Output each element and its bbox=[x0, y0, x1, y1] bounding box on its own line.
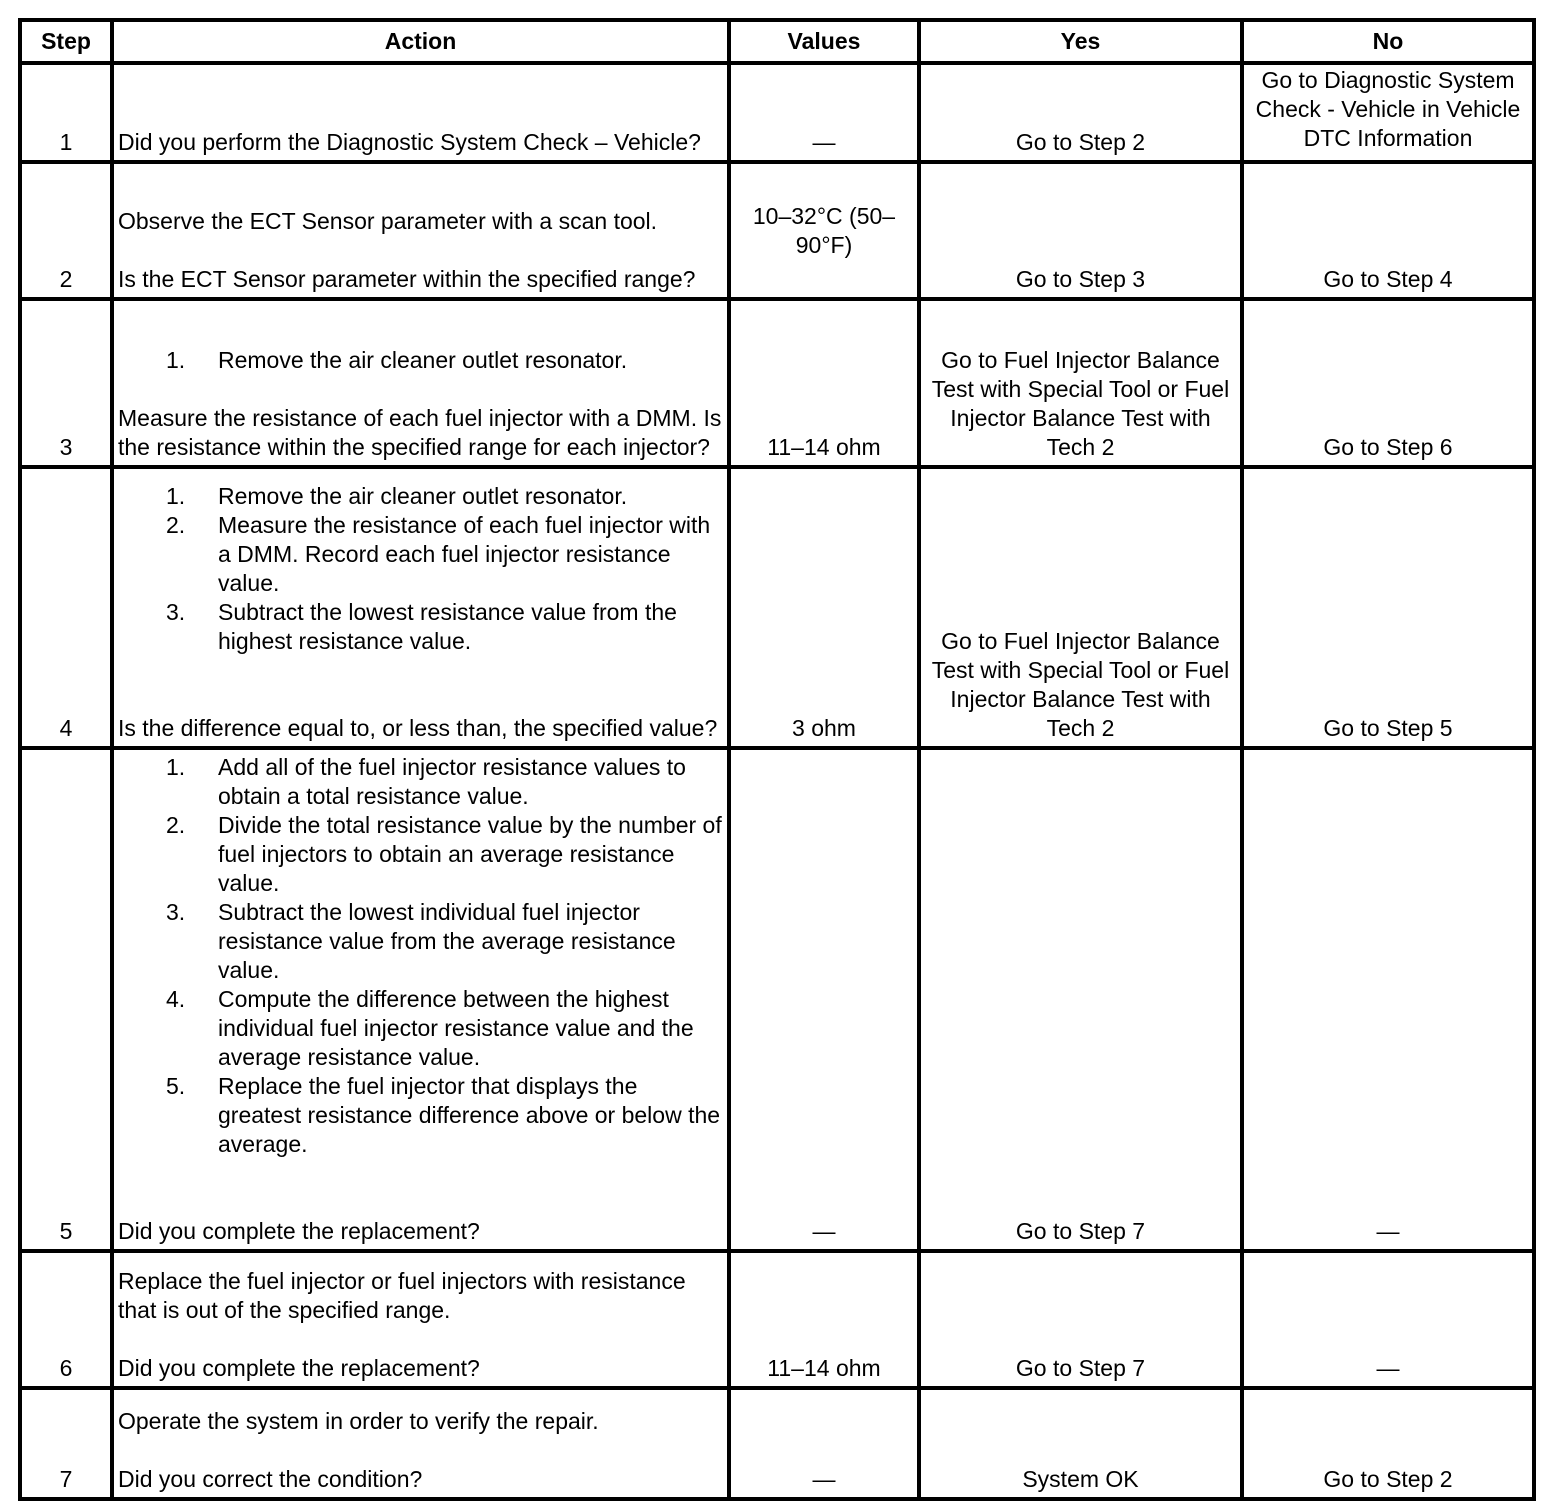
action-steps-list bbox=[118, 753, 723, 1159]
value-cell: 11–14 ohm bbox=[729, 299, 919, 467]
header-step: Step bbox=[20, 20, 112, 63]
table-row bbox=[20, 299, 1534, 467]
list-item-number: 1. bbox=[166, 347, 186, 373]
value-cell: 10–32°C (50–90°F) bbox=[729, 162, 919, 299]
yes-cell: System OK bbox=[919, 1388, 1242, 1499]
no-cell: Go to Step 4 bbox=[1242, 162, 1534, 299]
yes-cell: Go to Fuel Injector Balance Test with Special Tool or Fuel Injector Balance Test with Tech 2 bbox=[919, 467, 1242, 748]
header-values: Values bbox=[729, 20, 919, 63]
list-item bbox=[118, 482, 723, 511]
action-question: Is the ECT Sensor parameter within the specified range? bbox=[118, 266, 696, 292]
list-item-text: Replace the fuel injector that displays the greatest resistance difference above or below the average. bbox=[218, 1073, 721, 1157]
spacer bbox=[118, 375, 723, 404]
value-cell: — bbox=[729, 63, 919, 162]
list-item-number: 3. bbox=[166, 899, 186, 925]
yes-cell: Go to Step 2 bbox=[919, 63, 1242, 162]
list-item-text: Subtract the lowest individual fuel injector resistance value from the average resistance value. bbox=[218, 899, 676, 983]
action-text: Did you perform the Diagnostic System Check – Vehicle? bbox=[118, 129, 701, 155]
no-cell: Go to Step 6 bbox=[1242, 299, 1534, 467]
action-steps-list bbox=[118, 482, 723, 656]
list-item-number: 1. bbox=[166, 483, 186, 509]
value-cell: 11–14 ohm bbox=[729, 1251, 919, 1388]
spacer bbox=[118, 1436, 723, 1465]
step-number: 7 bbox=[20, 1388, 112, 1499]
action-text: Replace the fuel injector or fuel injectors with resistance that is out of the specified range. bbox=[118, 1268, 686, 1323]
action-cell bbox=[112, 748, 729, 1251]
action-steps-list bbox=[118, 346, 723, 375]
yes-cell: Go to Step 7 bbox=[919, 748, 1242, 1251]
list-item bbox=[118, 1072, 723, 1159]
yes-cell: Go to Step 7 bbox=[919, 1251, 1242, 1388]
list-item-number: 5. bbox=[166, 1073, 186, 1099]
no-cell: — bbox=[1242, 748, 1534, 1251]
header-yes: Yes bbox=[919, 20, 1242, 63]
action-question: Did you complete the replacement? bbox=[118, 1218, 480, 1244]
step-number: 3 bbox=[20, 299, 112, 467]
yes-cell: Go to Step 3 bbox=[919, 162, 1242, 299]
spacer bbox=[118, 1159, 723, 1217]
list-item-number: 2. bbox=[166, 512, 186, 538]
no-cell: Go to Step 2 bbox=[1242, 1388, 1534, 1499]
action-cell bbox=[112, 162, 729, 299]
table-row bbox=[20, 467, 1534, 748]
action-cell bbox=[112, 1251, 729, 1388]
list-item bbox=[118, 598, 723, 656]
table-row bbox=[20, 1388, 1534, 1499]
header-no: No bbox=[1242, 20, 1534, 63]
action-text: Operate the system in order to verify the repair. bbox=[118, 1408, 599, 1434]
table-row bbox=[20, 162, 1534, 299]
action-text: Observe the ECT Sensor parameter with a scan tool. bbox=[118, 208, 658, 234]
header-row bbox=[20, 20, 1534, 63]
list-item bbox=[118, 511, 723, 598]
list-item bbox=[118, 346, 723, 375]
list-item-text: Divide the total resistance value by the number of fuel injectors to obtain an average resistance value. bbox=[218, 812, 722, 896]
spacer bbox=[118, 1325, 723, 1354]
step-number: 5 bbox=[20, 748, 112, 1251]
action-question: Is the difference equal to, or less than, the specified value? bbox=[118, 715, 718, 741]
list-item bbox=[118, 985, 723, 1072]
list-item-text: Compute the difference between the highest individual fuel injector resistance value and the average resistance value. bbox=[218, 986, 694, 1070]
no-cell: — bbox=[1242, 1251, 1534, 1388]
spacer bbox=[118, 236, 723, 265]
no-cell: Go to Step 5 bbox=[1242, 467, 1534, 748]
yes-cell: Go to Fuel Injector Balance Test with Special Tool or Fuel Injector Balance Test with Tech 2 bbox=[919, 299, 1242, 467]
action-cell bbox=[112, 63, 729, 162]
action-question: Did you complete the replacement? bbox=[118, 1355, 480, 1381]
list-item-number: 4. bbox=[166, 986, 186, 1012]
list-item bbox=[118, 811, 723, 898]
step-number: 6 bbox=[20, 1251, 112, 1388]
diagnostic-table bbox=[18, 18, 1536, 1501]
list-item-text: Subtract the lowest resistance value from the highest resistance value. bbox=[218, 599, 677, 654]
list-item-text: Add all of the fuel injector resistance values to obtain a total resistance value. bbox=[218, 754, 686, 809]
table-row bbox=[20, 63, 1534, 162]
action-cell bbox=[112, 1388, 729, 1499]
spacer bbox=[118, 656, 723, 714]
list-item-text: Remove the air cleaner outlet resonator. bbox=[218, 483, 628, 509]
table-row bbox=[20, 1251, 1534, 1388]
step-number: 4 bbox=[20, 467, 112, 748]
action-cell bbox=[112, 299, 729, 467]
list-item-number: 3. bbox=[166, 599, 186, 625]
value-cell: — bbox=[729, 1388, 919, 1499]
list-item-number: 1. bbox=[166, 754, 186, 780]
list-item-text: Measure the resistance of each fuel injector with a DMM. Record each fuel injector resistance value. bbox=[218, 512, 711, 596]
list-item-number: 2. bbox=[166, 812, 186, 838]
value-cell: — bbox=[729, 748, 919, 1251]
list-item-text: Remove the air cleaner outlet resonator. bbox=[218, 347, 628, 373]
action-question: Measure the resistance of each fuel injector with a DMM. Is the resistance within the specified range for each injector? bbox=[118, 405, 722, 460]
list-item bbox=[118, 898, 723, 985]
value-cell: 3 ohm bbox=[729, 467, 919, 748]
table-row bbox=[20, 748, 1534, 1251]
step-number: 1 bbox=[20, 63, 112, 162]
step-number: 2 bbox=[20, 162, 112, 299]
action-question: Did you correct the condition? bbox=[118, 1466, 423, 1492]
header-action: Action bbox=[112, 20, 729, 63]
list-item bbox=[118, 753, 723, 811]
action-cell bbox=[112, 467, 729, 748]
no-cell: Go to Diagnostic System Check - Vehicle in Vehicle DTC Information bbox=[1242, 63, 1534, 162]
